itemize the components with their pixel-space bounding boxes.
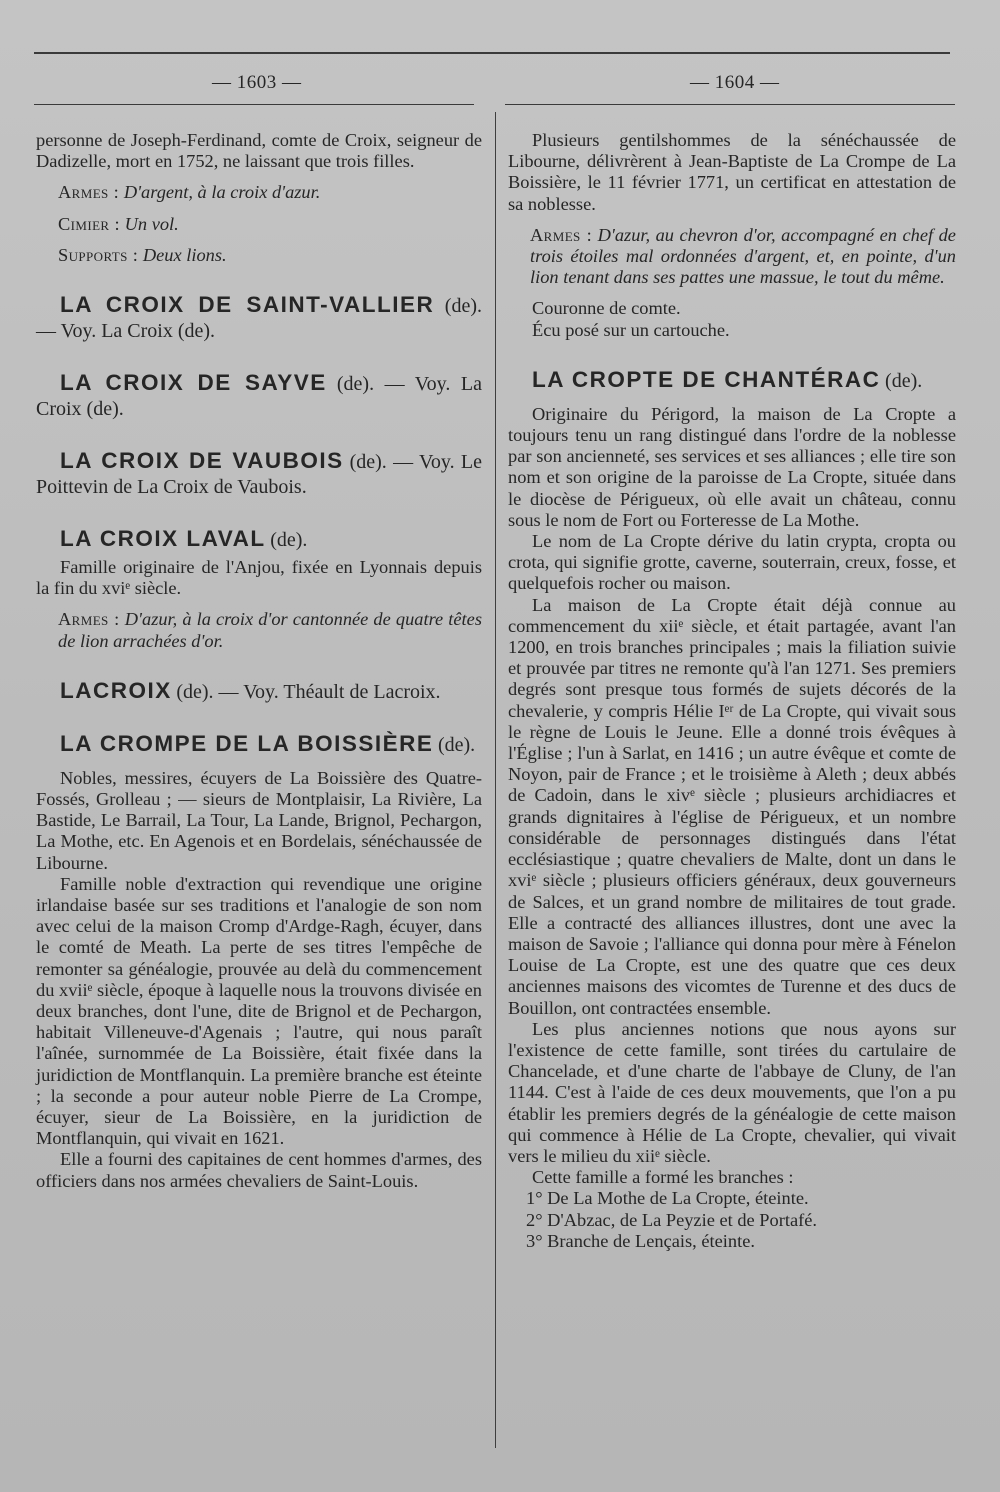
entry-heading-vaubois: LA CROIX DE VAUBOIS (de). — Voy. Le Poittevin de La Croix de Vaubois. <box>36 448 482 499</box>
croix-armes: Armes : D'argent, à la croix d'azur. <box>58 182 321 203</box>
intro-paragraph: personne de Joseph-Ferdinand, comte de Croix, seigneur de Dadizelle, mort en 1752, ne laissant que trois filles. <box>36 130 482 172</box>
top-rule <box>34 52 950 54</box>
laval-armes: Armes : D'azur, à la croix d'or cantonnée de quatre têtes de lion arrachées d'or. <box>58 609 482 651</box>
left-column <box>36 130 482 1192</box>
croix-supports: Supports : Deux lions. <box>58 244 227 265</box>
entry-heading-chanterac: LA CROPTE DE CHANTÉRAC (de). <box>532 366 923 392</box>
crompe-paragraph-3: Elle a fourni des capitaines de cent hommes d'armes, des officiers dans nos armées chevaliers de Saint-Louis. <box>36 1149 482 1191</box>
left-page-number: — 1603 — <box>212 72 302 93</box>
crompe-couronne: Couronne de comte. <box>532 298 681 319</box>
chanterac-paragraph-2: Le nom de La Cropte dérive du latin crypta, cropta ou crota, qui signifie grotte, caverne, souterrain, creux, fosse, et quelquefois rocher ou maison. <box>508 531 956 594</box>
chanterac-paragraph-1: Originaire du Périgord, la maison de La Cropte a toujours tenu un rang distingué dans l'ordre de la noblesse par son ancienneté, ses services et ses alliances ; elle tire son nom et son origine de la paroisse de La Cropte, située dans le diocèse de Périgueux, où elle avait un château, connu sous le nom de Fort ou Forteresse de La Mothe. <box>508 403 956 530</box>
crompe-armes: Armes : D'azur, au chevron d'or, accompagné en chef de trois étoiles mal ordonnées d'argent, et, en pointe, d'un lion tenant dans ses pattes une massue, le tout du même. <box>530 224 956 288</box>
right-header-rule <box>505 104 955 105</box>
right-page-number: — 1604 — <box>690 72 780 93</box>
branch-item-3: 3° Branche de Lençais, éteinte. <box>526 1230 755 1251</box>
branch-item-2: 2° D'Abzac, de La Peyzie et de Portafé. <box>526 1209 817 1230</box>
chanterac-paragraph-3: La maison de La Cropte était déjà connue au commencement du xiiᵉ siècle, et était partagée, avant l'an 1200, en trois branches principales ; mais la filiation suivie et prouvée par titres ne remonte qu'à l'an 1271. Ses premiers degrés sont presque tous formés de sujets décorés de la chevalerie, y compris Hélie Iᵉʳ de La Cropte, qui vivait sous le règne de Louis le Jeune. Elle a donné trois évêques à l'Église ; l'un à Sarlat, en 1416 ; un autre évêque et comte de Noyon, pair de France ; et le troisième à Aleth ; deux abbés de Cadoin, dans le xivᵉ siècle ; plusieurs archidiacres et grands dignitaires à l'église de Périgueux, et un nombre considérable de personnages distingués dans l'état ecclésiastique ; quatre chevaliers de Malte, dont un dans le xviᵉ siècle ; plusieurs officiers généraux, deux gouverneurs de Salces, et un grand nombre de militaires de tout grade. Elle a contracté des alliances illustres, dont une avec la maison de Savoie ; l'alliance qui donna pour mère à Fénelon Louise de La Cropte, est une des quatre que ces deux anciennes maisons des vicomtes de Turenne et des ducs de Bouillon, ont contractées ensemble. <box>508 594 956 1018</box>
crompe-paragraph-4: Plusieurs gentilshommes de la sénéchaussée de Libourne, délivrèrent à Jean-Baptiste de La Crompe de La Boissière, le 11 février 1771, un certificat en attestation de sa noblesse. <box>508 130 956 214</box>
entry-heading-laval: LA CROIX LAVAL (de). <box>60 526 308 552</box>
croix-cimier: Cimier : Un vol. <box>58 213 179 234</box>
right-column <box>508 130 956 1252</box>
branch-item-1: 1° De La Mothe de La Cropte, éteinte. <box>526 1188 809 1209</box>
chanterac-paragraph-4: Les plus anciennes notions que nous ayons sur l'existence de cette famille, sont tirées du cartulaire de Chancelade, et d'une charte de l'abbaye de Cluny, de l'an 1144. C'est à l'aide de ces deux mouvements, que l'on a pu établir les premiers degrés de la généalogie de cette maison qui commence à Hélie de La Cropte, chevalier, qui vivait vers le milieu du xiiᵉ siècle. <box>508 1018 956 1166</box>
crompe-paragraph-2: Famille noble d'extraction qui revendique une origine irlandaise basée sur ses traditions et l'analogie de son nom avec celui de la maison Cromp d'Ardge-Ragh, écuyer, dans le comté de Meath. La perte de ses titres l'empêche de remonter sa généalogie, prouvée au delà du commencement du xviiᵉ siècle, époque à laquelle nous la trouvons divisée en deux branches, dont l'une, dite de Brignol et de Pechargon, habitait Villeneuve-d'Agenais ; l'autre, qui nous paraît l'aînée, surnommée de La Boissière, était fixée dans la juridiction de Montflanquin. La première branche est éteinte ; la seconde a pour auteur noble Pierre de La Crompe, écuyer, sieur de La Boissière, en la juridiction de Montflanquin, qui vivait en 1621. <box>36 873 482 1149</box>
entry-heading-lacroix: LACROIX (de). — Voy. Théault de Lacroix. <box>60 677 441 703</box>
entry-heading-sayve: LA CROIX DE SAYVE (de). — Voy. La Croix (de). <box>36 370 482 421</box>
crompe-paragraph-1: Nobles, messires, écuyers de La Boissière des Quatre-Fossés, Grolleau ; — sieurs de Montplaisir, La Rivière, La Bastide, Le Barrail, La Tour, La Lande, Brignol, Pechargon, La Mothe, etc. En Agenois et en Bordelais, sénéchaussée de Libourne. <box>36 767 482 873</box>
laval-text: Famille originaire de l'Anjou, fixée en Lyonnais depuis la fin du xviᵉ siècle. <box>36 557 482 599</box>
entry-heading-crompe: LA CROMPE DE LA BOISSIÈRE (de). <box>60 730 476 756</box>
branches-intro: Cette famille a formé les branches : <box>532 1167 794 1188</box>
left-header-rule <box>34 104 474 105</box>
crompe-ecu: Écu posé sur un cartouche. <box>532 319 730 340</box>
entry-heading-saint-vallier: LA CROIX DE SAINT-VALLIER (de). — Voy. La Croix (de). <box>36 292 482 343</box>
column-divider <box>495 112 496 1448</box>
